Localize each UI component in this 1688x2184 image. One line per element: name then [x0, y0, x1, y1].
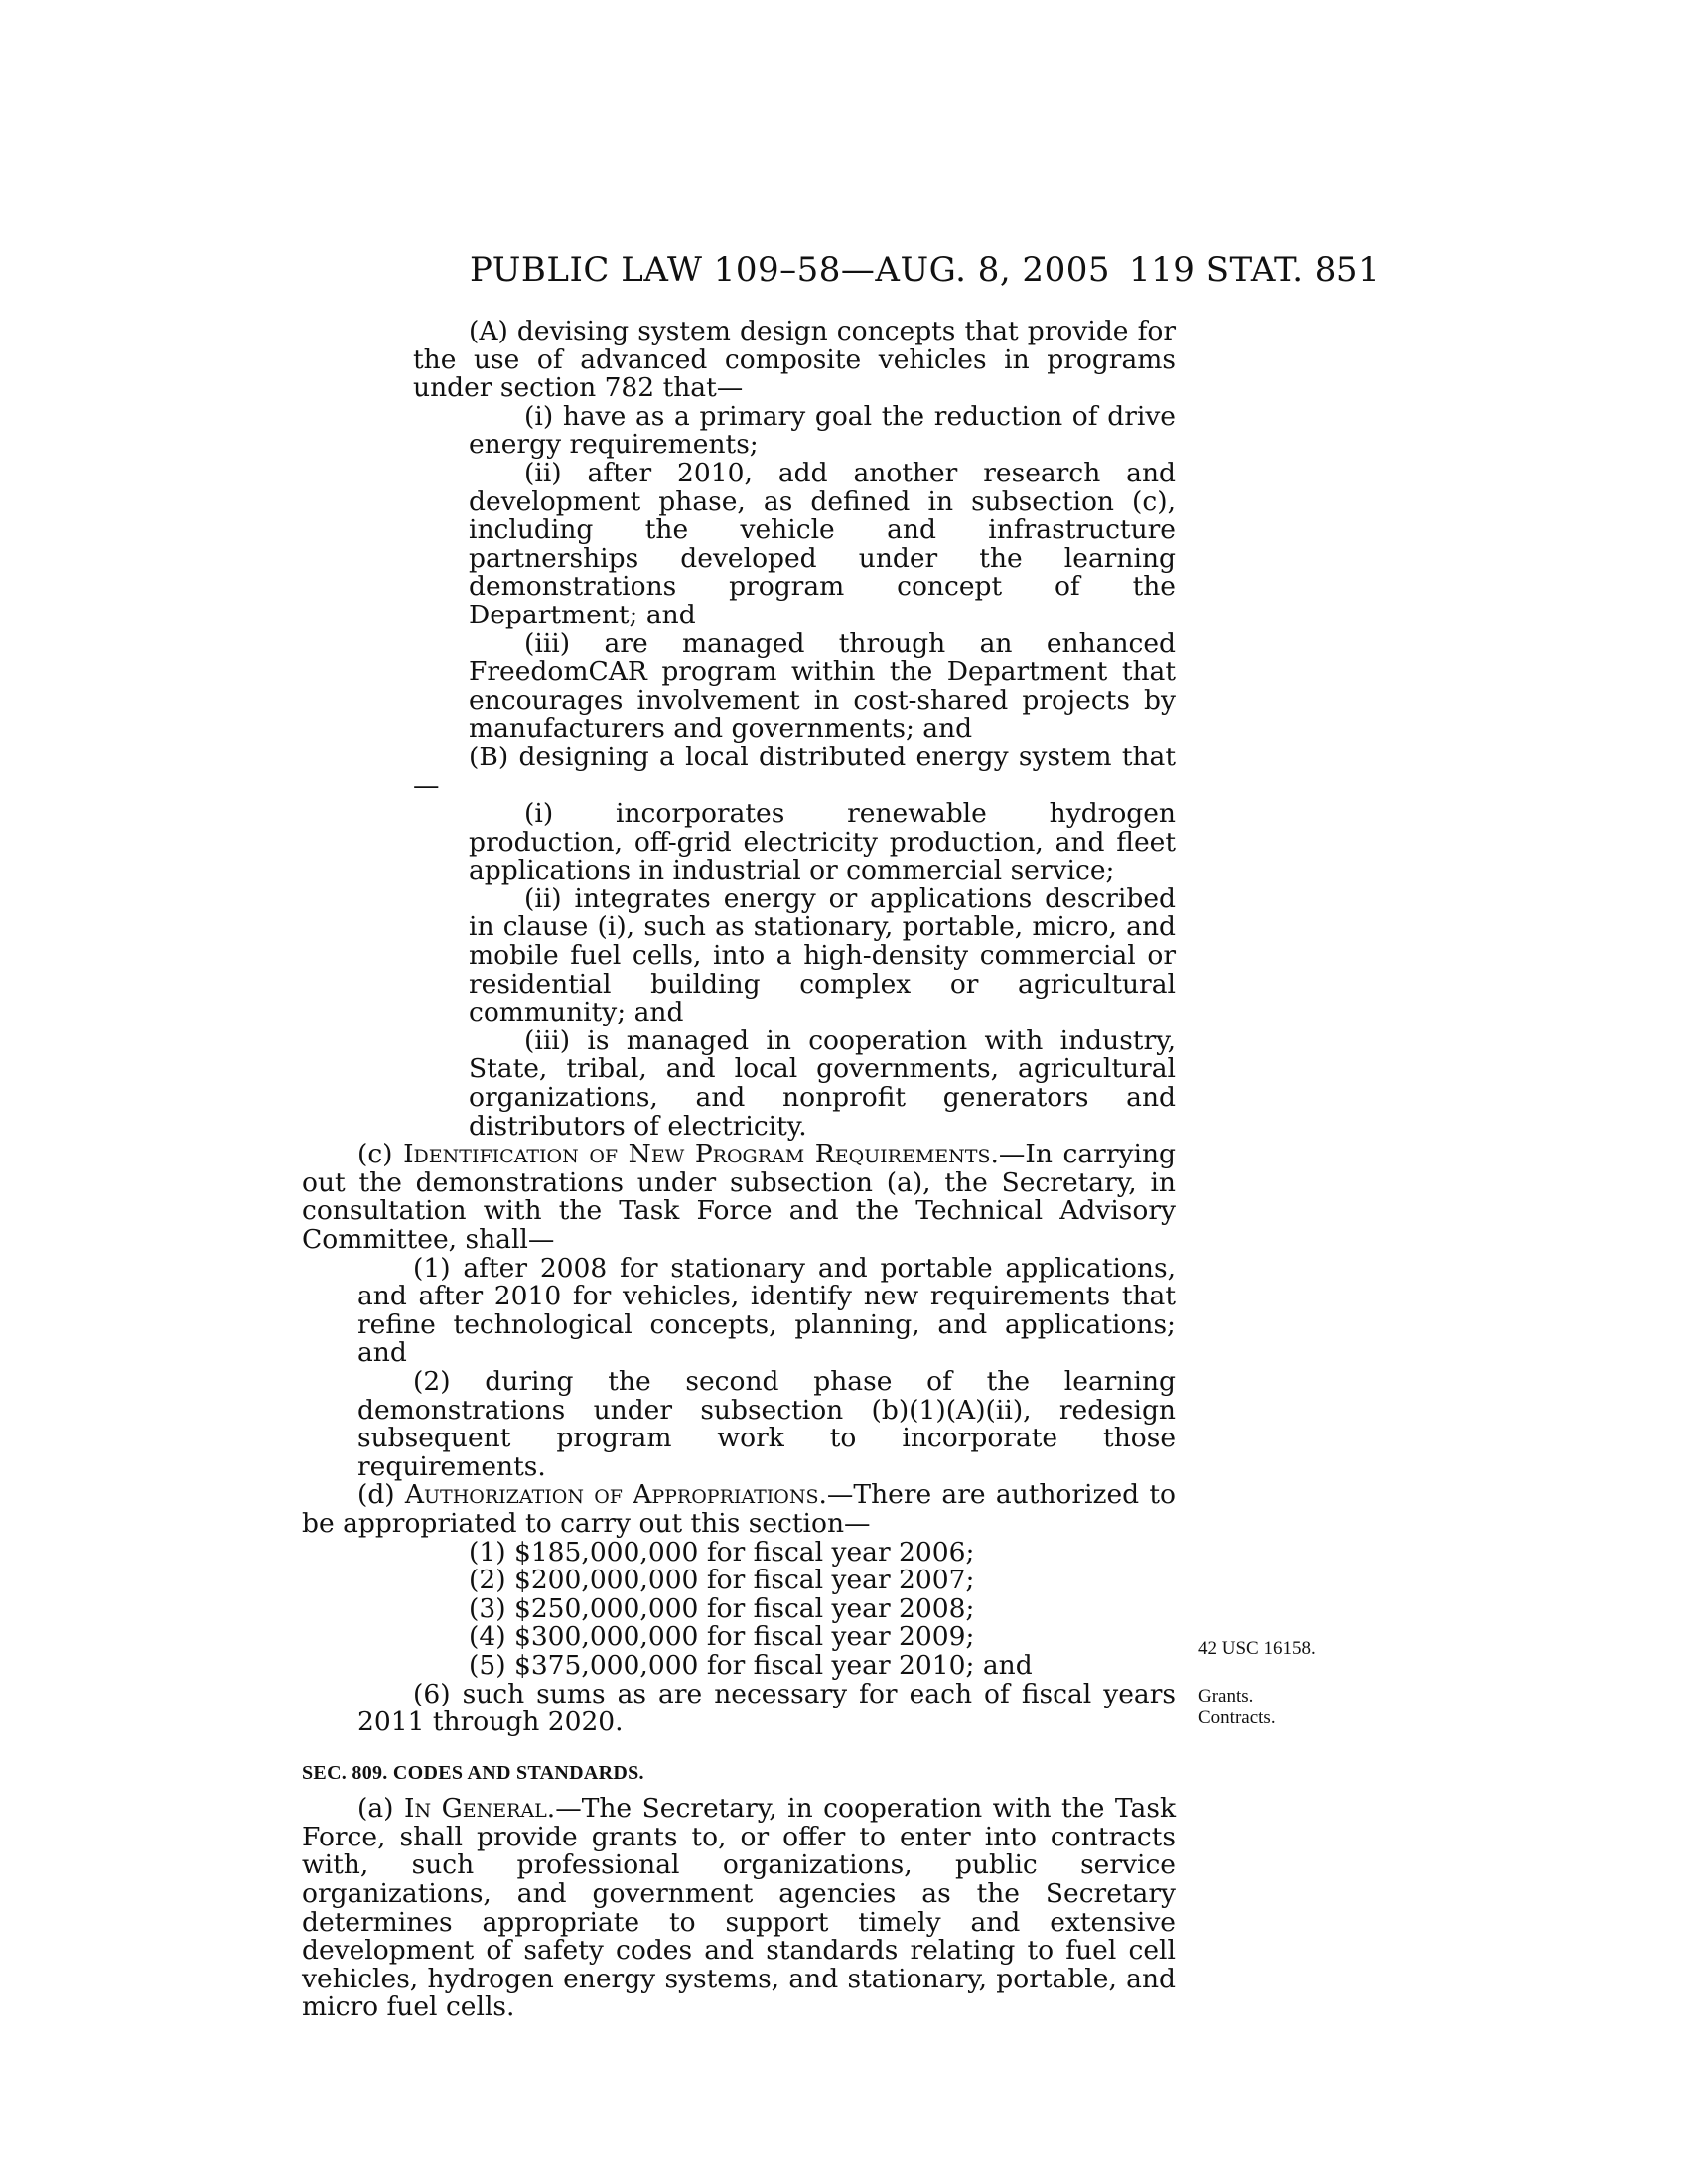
statute-citation: 119 STAT. 851: [1129, 250, 1381, 290]
section-809-a: [302, 1795, 1176, 2022]
appropriation-item-6: (6) such sums as are necessary for each of fiscal years 2011 through 2020.: [357, 1678, 1176, 1738]
clause-A-ii: (ii) after 2010, add another research and development phase, as defined in subsection (c), including the vehicle and infrastructure partnerships developed under the learning demonstrations program concept of the Department; and: [469, 457, 1176, 630]
paragraph-B: (B) designing a local distributed energy system that—: [413, 741, 1176, 801]
clause-B-ii: (ii) integrates energy or applications described in clause (i), such as stationary, portable, micro, and mobile fuel cells, into a high-density commercial or residential building complex or agricultural community; and: [469, 883, 1176, 1028]
clause-B-iii: (iii) is managed in cooperation with industry, State, tribal, and local governments, agricultural organizations, and nonprofit generators and distributors of electricity.: [469, 1024, 1176, 1142]
subsection-c-item-1: (1) after 2008 for stationary and portable applications, and after 2010 for vehicles, identify new requirements that refine technological concepts, planning, and applications; and: [357, 1252, 1176, 1369]
section-809-a-text: —The Secretary, in cooperation with the Task Force, shall provide grants to, or offer to enter into contracts with, such professional organizations, public service organizations, and government agencies as the Secretary determines appropriate to support timely and extensive development of safety codes and standards relating to fuel cell vehicles, hydrogen energy systems, and stationary, portable, and micro fuel cells.: [302, 1793, 1177, 2023]
section-809-a-label: (a): [357, 1793, 404, 1825]
subsection-c-item-2: (2) during the second phase of the learning demonstrations under subsection (b)(1)(A)(ii), redesign subsequent program work to incorporate those requirements.: [357, 1365, 1176, 1482]
subsection-c-label: (c): [357, 1139, 404, 1170]
subsection-d: [302, 1481, 1176, 1538]
body-text: [302, 318, 1176, 2022]
subsection-c-heading: Identification of New Program Requirements.: [403, 1139, 999, 1170]
subsection-c-text: —In carrying out the demonstrations under subsection (a), the Secretary, in consultation with the Task Force and the Technical Advisory Committee, shall—: [302, 1139, 1176, 1255]
section-heading: SEC. 809. CODES AND STANDARDS.: [302, 1761, 644, 1784]
margin-note-contracts: Contracts.: [1198, 1707, 1276, 1728]
appropriation-item: (3) $250,000,000 for fiscal year 2008;: [469, 1592, 975, 1624]
clause-A-i: (i) have as a primary goal the reduction of drive energy requirements;: [469, 400, 1176, 461]
clause-B-i: (i) incorporates renewable hydrogen production, off-grid electricity production, and fleet applications in industrial or commercial service;: [469, 798, 1176, 887]
subsection-c: [302, 1141, 1176, 1254]
appropriation-item: (4) $300,000,000 for fiscal year 2009;: [469, 1621, 975, 1653]
running-head: PUBLIC LAW 109–58—AUG. 8, 2005: [470, 250, 1110, 290]
paragraph-A: (A) devising system design concepts that provide for the use of advanced composite vehicles in programs under section 782 that—: [413, 316, 1176, 404]
appropriation-item: (5) $375,000,000 for fiscal year 2010; and: [469, 1649, 1033, 1681]
section-809-a-heading: In General.: [403, 1793, 556, 1825]
subsection-d-text: —There are authorized to be appropriated to carry out this section—: [302, 1479, 1176, 1539]
margin-note-grants: Grants.: [1198, 1686, 1254, 1706]
margin-note-usc: 42 USC 16158.: [1198, 1638, 1316, 1659]
subsection-d-heading: Authorization of Appropriations.: [404, 1479, 827, 1511]
appropriation-item: (2) $200,000,000 for fiscal year 2007;: [469, 1565, 975, 1596]
appropriation-item: (1) $185,000,000 for fiscal year 2006;: [469, 1536, 975, 1568]
subsection-d-label: (d): [357, 1479, 405, 1511]
margin-note-grants-contracts: [1198, 1686, 1276, 1729]
clause-A-iii: (iii) are managed through an enhanced FreedomCAR program within the Department that encourages involvement in cost-shared projects by manufacturers and governments; and: [469, 627, 1176, 745]
